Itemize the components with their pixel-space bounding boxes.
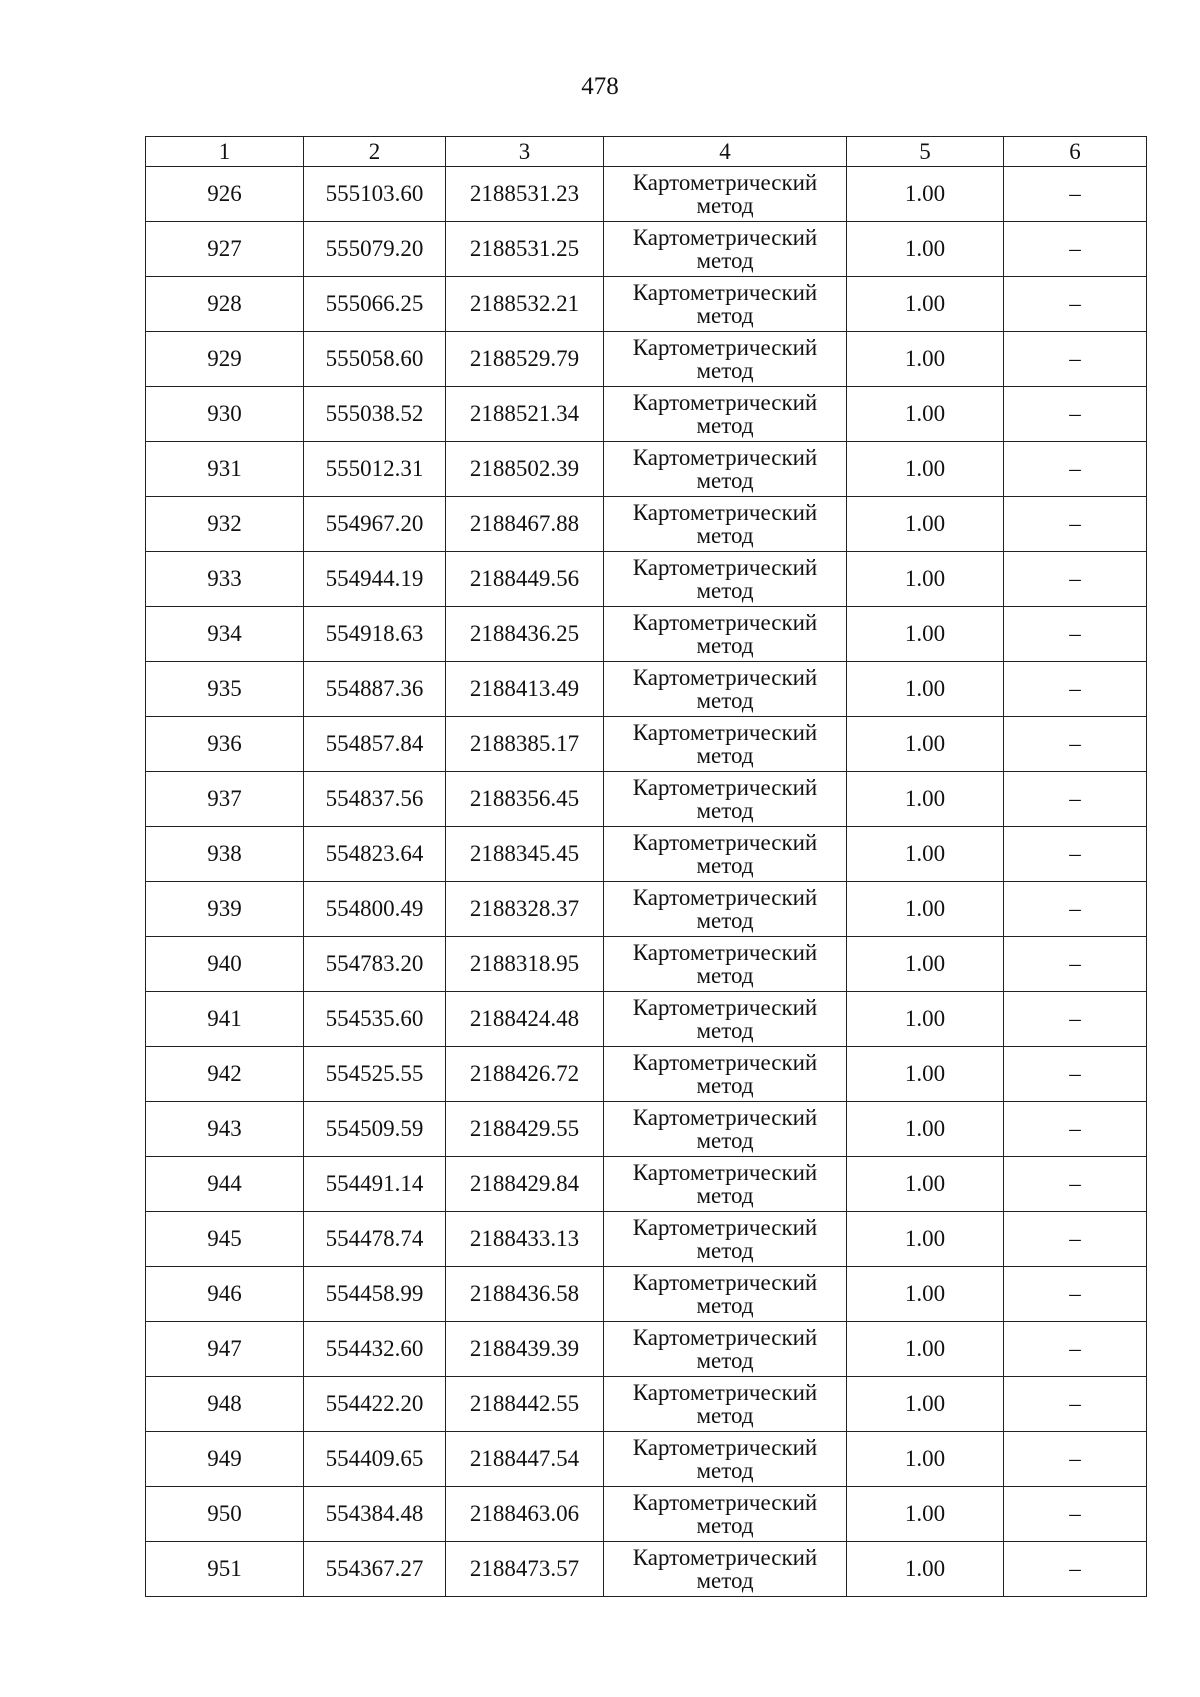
method-line-2: метод (696, 578, 754, 603)
x-coordinate-cell: 554944.19 (304, 552, 446, 607)
table-row (146, 1487, 1147, 1542)
y-coordinate-cell: 2188436.58 (446, 1267, 604, 1322)
x-coordinate-cell: 554422.20 (304, 1377, 446, 1432)
y-coordinate-cell: 2188502.39 (446, 442, 604, 497)
method-cell (604, 1322, 847, 1377)
point-number-cell: 937 (146, 772, 304, 827)
point-number-cell: 944 (146, 1157, 304, 1212)
method-line-2: метод (696, 743, 754, 768)
method-line-2: метод (696, 1458, 754, 1483)
method-line-1: Картометрический (632, 1490, 818, 1515)
accuracy-cell: 1.00 (847, 1487, 1004, 1542)
x-coordinate-cell: 554887.36 (304, 662, 446, 717)
table-row (146, 167, 1147, 222)
coordinates-table (145, 136, 1147, 1597)
y-coordinate-cell: 2188356.45 (446, 772, 604, 827)
method-line-1: Картометрический (632, 940, 818, 965)
point-number-cell: 940 (146, 937, 304, 992)
method-line-1: Картометрический (632, 1050, 818, 1075)
y-coordinate-cell: 2188424.48 (446, 992, 604, 1047)
table-row (146, 607, 1147, 662)
y-coordinate-cell: 2188442.55 (446, 1377, 604, 1432)
table-row (146, 827, 1147, 882)
method-cell (604, 882, 847, 937)
method-line-1: Картометрический (632, 390, 818, 415)
y-coordinate-cell: 2188531.23 (446, 167, 604, 222)
method-cell (604, 387, 847, 442)
y-coordinate-cell: 2188463.06 (446, 1487, 604, 1542)
method-cell (604, 607, 847, 662)
x-coordinate-cell: 554783.20 (304, 937, 446, 992)
accuracy-cell: 1.00 (847, 1212, 1004, 1267)
method-line-1: Картометрический (632, 555, 818, 580)
y-coordinate-cell: 2188449.56 (446, 552, 604, 607)
method-line-1: Картометрический (632, 335, 818, 360)
accuracy-cell: 1.00 (847, 552, 1004, 607)
note-cell: – (1004, 937, 1147, 992)
method-line-1: Картометрический (632, 225, 818, 250)
method-cell (604, 1212, 847, 1267)
table-row (146, 387, 1147, 442)
method-line-2: метод (696, 1348, 754, 1373)
y-coordinate-cell: 2188473.57 (446, 1542, 604, 1597)
note-cell: – (1004, 1322, 1147, 1377)
note-cell: – (1004, 827, 1147, 882)
point-number-cell: 934 (146, 607, 304, 662)
y-coordinate-cell: 2188328.37 (446, 882, 604, 937)
method-line-2: метод (696, 1238, 754, 1263)
table-row (146, 497, 1147, 552)
table-body (146, 167, 1147, 1597)
method-cell (604, 1102, 847, 1157)
column-header-6: 6 (1004, 137, 1147, 167)
y-coordinate-cell: 2188529.79 (446, 332, 604, 387)
accuracy-cell: 1.00 (847, 937, 1004, 992)
point-number-cell: 942 (146, 1047, 304, 1102)
point-number-cell: 927 (146, 222, 304, 277)
method-cell (604, 827, 847, 882)
method-line-1: Картометрический (632, 1160, 818, 1185)
table-row (146, 1432, 1147, 1487)
note-cell: – (1004, 1432, 1147, 1487)
accuracy-cell: 1.00 (847, 167, 1004, 222)
point-number-cell: 950 (146, 1487, 304, 1542)
y-coordinate-cell: 2188436.25 (446, 607, 604, 662)
method-cell (604, 167, 847, 222)
table-row (146, 442, 1147, 497)
method-line-1: Картометрический (632, 665, 818, 690)
method-line-2: метод (696, 688, 754, 713)
method-line-1: Картометрический (632, 1435, 818, 1460)
note-cell: – (1004, 1047, 1147, 1102)
method-line-2: метод (696, 193, 754, 218)
method-line-1: Картометрический (632, 1105, 818, 1130)
x-coordinate-cell: 554384.48 (304, 1487, 446, 1542)
method-line-2: метод (696, 633, 754, 658)
accuracy-cell: 1.00 (847, 332, 1004, 387)
accuracy-cell: 1.00 (847, 1432, 1004, 1487)
method-line-2: метод (696, 1513, 754, 1538)
point-number-cell: 929 (146, 332, 304, 387)
note-cell: – (1004, 772, 1147, 827)
method-line-1: Картометрический (632, 1215, 818, 1240)
table-row (146, 992, 1147, 1047)
method-cell (604, 222, 847, 277)
method-line-1: Картометрический (632, 610, 818, 635)
x-coordinate-cell: 554409.65 (304, 1432, 446, 1487)
method-line-2: метод (696, 1403, 754, 1428)
accuracy-cell: 1.00 (847, 1157, 1004, 1212)
method-line-2: метод (696, 853, 754, 878)
note-cell: – (1004, 1487, 1147, 1542)
point-number-cell: 926 (146, 167, 304, 222)
x-coordinate-cell: 554478.74 (304, 1212, 446, 1267)
accuracy-cell: 1.00 (847, 1322, 1004, 1377)
method-line-1: Картометрический (632, 995, 818, 1020)
method-line-2: метод (696, 798, 754, 823)
method-cell (604, 1267, 847, 1322)
table-row (146, 1102, 1147, 1157)
table-row (146, 1212, 1147, 1267)
note-cell: – (1004, 387, 1147, 442)
table-row (146, 552, 1147, 607)
method-cell (604, 552, 847, 607)
point-number-cell: 951 (146, 1542, 304, 1597)
point-number-cell: 932 (146, 497, 304, 552)
accuracy-cell: 1.00 (847, 497, 1004, 552)
accuracy-cell: 1.00 (847, 1542, 1004, 1597)
y-coordinate-cell: 2188429.84 (446, 1157, 604, 1212)
y-coordinate-cell: 2188426.72 (446, 1047, 604, 1102)
table-row (146, 1047, 1147, 1102)
table-row (146, 1542, 1147, 1597)
method-line-2: метод (696, 1293, 754, 1318)
page-number: 478 (581, 73, 619, 100)
accuracy-cell: 1.00 (847, 827, 1004, 882)
method-line-1: Картометрический (632, 500, 818, 525)
point-number-cell: 946 (146, 1267, 304, 1322)
method-line-1: Картометрический (632, 445, 818, 470)
accuracy-cell: 1.00 (847, 277, 1004, 332)
x-coordinate-cell: 554857.84 (304, 717, 446, 772)
point-number-cell: 941 (146, 992, 304, 1047)
note-cell: – (1004, 497, 1147, 552)
method-line-2: метод (696, 358, 754, 383)
table-row (146, 772, 1147, 827)
x-coordinate-cell: 554367.27 (304, 1542, 446, 1597)
method-line-1: Картометрический (632, 1270, 818, 1295)
point-number-cell: 948 (146, 1377, 304, 1432)
method-cell (604, 277, 847, 332)
note-cell: – (1004, 167, 1147, 222)
column-header-4: 4 (604, 137, 847, 167)
table-row (146, 662, 1147, 717)
note-cell: – (1004, 1542, 1147, 1597)
x-coordinate-cell: 555012.31 (304, 442, 446, 497)
method-line-2: метод (696, 963, 754, 988)
method-cell (604, 992, 847, 1047)
table-row (146, 1377, 1147, 1432)
method-line-2: метод (696, 1183, 754, 1208)
point-number-cell: 928 (146, 277, 304, 332)
y-coordinate-cell: 2188521.34 (446, 387, 604, 442)
column-header-5: 5 (847, 137, 1004, 167)
method-cell (604, 442, 847, 497)
point-number-cell: 945 (146, 1212, 304, 1267)
y-coordinate-cell: 2188429.55 (446, 1102, 604, 1157)
note-cell: – (1004, 662, 1147, 717)
accuracy-cell: 1.00 (847, 1102, 1004, 1157)
point-number-cell: 931 (146, 442, 304, 497)
note-cell: – (1004, 717, 1147, 772)
note-cell: – (1004, 552, 1147, 607)
method-cell (604, 1542, 847, 1597)
y-coordinate-cell: 2188413.49 (446, 662, 604, 717)
table-row (146, 332, 1147, 387)
method-cell (604, 497, 847, 552)
method-line-1: Картометрический (632, 1380, 818, 1405)
accuracy-cell: 1.00 (847, 222, 1004, 277)
method-line-2: метод (696, 303, 754, 328)
accuracy-cell: 1.00 (847, 607, 1004, 662)
method-cell (604, 772, 847, 827)
y-coordinate-cell: 2188385.17 (446, 717, 604, 772)
x-coordinate-cell: 554800.49 (304, 882, 446, 937)
method-line-2: метод (696, 1018, 754, 1043)
table-row (146, 1157, 1147, 1212)
method-cell (604, 1377, 847, 1432)
method-cell (604, 937, 847, 992)
method-line-1: Картометрический (632, 885, 818, 910)
x-coordinate-cell: 554967.20 (304, 497, 446, 552)
y-coordinate-cell: 2188532.21 (446, 277, 604, 332)
accuracy-cell: 1.00 (847, 992, 1004, 1047)
method-line-1: Картометрический (632, 1325, 818, 1350)
table-row (146, 937, 1147, 992)
method-line-1: Картометрический (632, 280, 818, 305)
accuracy-cell: 1.00 (847, 387, 1004, 442)
point-number-cell: 933 (146, 552, 304, 607)
note-cell: – (1004, 882, 1147, 937)
method-line-1: Картометрический (632, 830, 818, 855)
column-header-1: 1 (146, 137, 304, 167)
point-number-cell: 930 (146, 387, 304, 442)
point-number-cell: 939 (146, 882, 304, 937)
accuracy-cell: 1.00 (847, 662, 1004, 717)
accuracy-cell: 1.00 (847, 1267, 1004, 1322)
note-cell: – (1004, 332, 1147, 387)
note-cell: – (1004, 1212, 1147, 1267)
method-line-2: метод (696, 413, 754, 438)
method-cell (604, 662, 847, 717)
y-coordinate-cell: 2188467.88 (446, 497, 604, 552)
x-coordinate-cell: 554525.55 (304, 1047, 446, 1102)
column-header-3: 3 (446, 137, 604, 167)
point-number-cell: 938 (146, 827, 304, 882)
accuracy-cell: 1.00 (847, 442, 1004, 497)
x-coordinate-cell: 554491.14 (304, 1157, 446, 1212)
column-header-2: 2 (304, 137, 446, 167)
accuracy-cell: 1.00 (847, 1377, 1004, 1432)
method-cell (604, 1432, 847, 1487)
y-coordinate-cell: 2188531.25 (446, 222, 604, 277)
x-coordinate-cell: 554432.60 (304, 1322, 446, 1377)
table-row (146, 277, 1147, 332)
method-cell (604, 1157, 847, 1212)
x-coordinate-cell: 554509.59 (304, 1102, 446, 1157)
note-cell: – (1004, 992, 1147, 1047)
x-coordinate-cell: 554837.56 (304, 772, 446, 827)
table-row (146, 882, 1147, 937)
method-line-1: Картометрический (632, 1545, 818, 1570)
x-coordinate-cell: 554823.64 (304, 827, 446, 882)
method-line-1: Картометрический (632, 720, 818, 745)
note-cell: – (1004, 1157, 1147, 1212)
accuracy-cell: 1.00 (847, 1047, 1004, 1102)
accuracy-cell: 1.00 (847, 882, 1004, 937)
x-coordinate-cell: 554918.63 (304, 607, 446, 662)
method-cell (604, 1047, 847, 1102)
note-cell: – (1004, 1267, 1147, 1322)
x-coordinate-cell: 555038.52 (304, 387, 446, 442)
y-coordinate-cell: 2188447.54 (446, 1432, 604, 1487)
point-number-cell: 947 (146, 1322, 304, 1377)
note-cell: – (1004, 222, 1147, 277)
table-row (146, 222, 1147, 277)
note-cell: – (1004, 277, 1147, 332)
note-cell: – (1004, 1102, 1147, 1157)
note-cell: – (1004, 1377, 1147, 1432)
method-line-2: метод (696, 1128, 754, 1153)
point-number-cell: 949 (146, 1432, 304, 1487)
x-coordinate-cell: 555058.60 (304, 332, 446, 387)
accuracy-cell: 1.00 (847, 717, 1004, 772)
y-coordinate-cell: 2188345.45 (446, 827, 604, 882)
table-row (146, 1322, 1147, 1377)
x-coordinate-cell: 555103.60 (304, 167, 446, 222)
method-cell (604, 1487, 847, 1542)
method-line-1: Картометрический (632, 775, 818, 800)
header-row (146, 137, 1147, 167)
point-number-cell: 943 (146, 1102, 304, 1157)
method-line-2: метод (696, 468, 754, 493)
method-line-1: Картометрический (632, 170, 818, 195)
x-coordinate-cell: 554535.60 (304, 992, 446, 1047)
x-coordinate-cell: 555066.25 (304, 277, 446, 332)
point-number-cell: 936 (146, 717, 304, 772)
table-row (146, 717, 1147, 772)
note-cell: – (1004, 607, 1147, 662)
y-coordinate-cell: 2188433.13 (446, 1212, 604, 1267)
method-line-2: метод (696, 1073, 754, 1098)
note-cell: – (1004, 442, 1147, 497)
x-coordinate-cell: 555079.20 (304, 222, 446, 277)
method-line-2: метод (696, 908, 754, 933)
table-row (146, 1267, 1147, 1322)
y-coordinate-cell: 2188318.95 (446, 937, 604, 992)
point-number-cell: 935 (146, 662, 304, 717)
method-cell (604, 717, 847, 772)
accuracy-cell: 1.00 (847, 772, 1004, 827)
method-cell (604, 332, 847, 387)
method-line-2: метод (696, 1568, 754, 1593)
x-coordinate-cell: 554458.99 (304, 1267, 446, 1322)
y-coordinate-cell: 2188439.39 (446, 1322, 604, 1377)
method-line-2: метод (696, 248, 754, 273)
method-line-2: метод (696, 523, 754, 548)
